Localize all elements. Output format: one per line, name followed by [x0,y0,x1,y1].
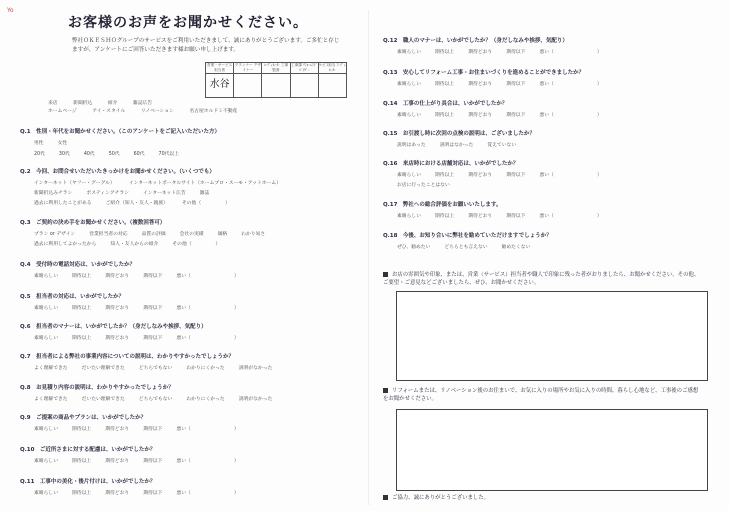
thanks-text: ご協力、誠にありがとうございました。 [383,494,489,502]
question-block: Q.12 職人のマナーは、いかがでしたか？（身だしなみや挨拶、気配り） 素晴らしい 期待以上 期待どおり 期待以下 悪い（ ） [383,38,602,55]
source-checkboxes [48,100,288,116]
source-option[interactable]: 来店 [48,101,58,106]
stamp-header: 工事課 ﾘﾌｫｰﾑｱﾄﾞﾊﾞｲｻﾞｰ [291,63,318,72]
question-block: Q.7 担当者による弊社の事業内容についての説明は、わかりやすかったでしょうか？ よく理解できた だいたい理解できた どちらでもない わかりにくかった 説明がなかった [20,354,273,371]
question-block: Q.9 ご提案の商品やプランは、いかがでしたか？ 素晴らしい 期待以上 期待どおり 期待以下 悪い（ ） [20,415,239,432]
question-block [20,127,220,157]
question-block: Q.10 ご近所さまに対する配慮は、いかがでしたか？ 素晴らしい 期待以上 期待どおり 期待以下 悪い（ ） [20,447,239,464]
page-title: お客様のお声をお聞かせください。 [68,15,308,31]
bullet-square-icon [383,495,388,500]
stamp-header: プランナー デザイナー [234,63,261,72]
comment-box-2[interactable] [396,409,708,491]
source-option[interactable]: 紹介 [107,101,118,106]
question-text: Q.3 ご契約の決め手をお聞かせください。（複数回答可） [20,220,166,226]
source-option[interactable]: 雑誌広告 [133,101,153,106]
question-block: Q.5 担当者の対応は、いかがでしたか？ 素晴らしい 期待以上 期待どおり 期待以下 悪い（ ） [20,294,239,311]
question-block: Q.16 来店時における店舗対応は、いかがでしたか？ 素晴らしい 期待以上 期待どおり 期待以下 悪い（ ） お店に行ったことはない [383,161,602,188]
comment-prompt-2: リフォームまたは、リノベーション後のお住まいで、お気に入りの場所やお気に入りの時間、暮らし心地など、工事後のご感想をお聞かせください。 [383,388,699,402]
source-option[interactable]: 名古屋ホルドミ不動産 [189,109,238,114]
question-block: Q.15 お引渡し時に次回の点検の説明は、ございましたか？ 説明はあった 説明はなかった 覚えていない [383,131,535,148]
source-option[interactable]: リノベーション [140,109,174,114]
question-text: Q.2 今回、お問合せいただいたきっかけをお聞かせください。（いくつでも） [20,169,215,175]
question-text: Q.1 性別・年代をお聞かせください。（このアンケートをご記入いただいた方） [20,129,221,135]
question-block: Q.8 お見積り内容の説明は、わかりやすかったでしょうか？ よく理解できた だいたい理解できた どちらでもない わかりにくかった 説明がなかった [20,385,273,402]
question-block: Q.14 工事の仕上がり具合は、いかがでしたか？ 素晴らしい 期待以上 期待どおり 期待以下 悪い（ ） [383,101,602,118]
source-option[interactable]: アイ・スタイル [92,109,126,114]
question-block: Q.17 弊社への総合評価をお願いいたします。 素晴らしい 期待以上 期待どおり 期待以下 悪い（ ） [383,202,602,219]
staff-stamp-table [205,62,347,98]
question-block: Q.13 安心してリフォーム工事・お住まいづくりを進めることができましたか？ 素晴らしい 期待以上 期待どおり 期待以下 悪い（ ） [383,70,602,87]
question-block: Q.2 今回、お問合せいただいたきっかけをお聞かせください。（いくつでも） インターネット（ヤフー・グーグル） インターネットポータルサイト（ホームプロ・スーモ・アットホーム） 新聞折込みチラシ ポスティングチラシ インターネット広告 雑誌 過去に利用したことがある ご紹介（知人・友人・親族） その他（ ） [20,167,295,206]
stamp-filled-name: 水谷 [209,79,230,90]
stamp-header: 営業・サービス担当者 [207,63,233,72]
answer-options: 男性 女性 [34,141,68,146]
question-block: Q.11 工事中の美化・後片付けは、いかがでしたか？ 素晴らしい 期待以上 期待どおり 期待以下 悪い（ ） [20,479,239,496]
question-block: Q.4 受付時の電話対応は、いかがでしたか？ 素晴らしい 期待以上 期待どおり 期待以下 悪い（ ） [20,262,239,279]
source-option[interactable]: 新聞折込 [73,101,93,106]
bullet-square-icon [383,388,388,393]
question-block: Q.18 今後、お知り合いに弊社を勧めていただけますでしょうか？ ぜひ、勧めたい どちらとも言えない 勧めたくない [383,233,552,250]
answer-options: 20代 30代 40代 50代 60代 70代以上 [34,152,180,157]
column-divider [368,10,369,505]
corner-mark: Yo [7,7,14,14]
source-option[interactable]: ホームページ [48,109,77,114]
bullet-square-icon [383,272,388,277]
comment-prompt-1: お店の雰囲気や印象、または、営業（サービス）担当者や職人で印象に残った者がおりましたら、お聞かせください。その他、ご要望・ご意見などございましたら、ぜひ、お聞かせください。 [383,272,700,286]
stamp-header: ｺｰﾃﾞｨﾈｰﾀｰ 工事監督 [263,63,289,72]
stamp-header: ｻｰﾋﾞｽ担当 ﾌｰﾃﾞｨﾈｰﾀｰ [319,63,346,72]
question-block: Q.3 ご契約の決め手をお聞かせください。（複数回答可） プラン or デザイン 営業担当者の対応 品質の評価 会社の実績 価格 わかり易さ 過去に利用してよかったから 知人・友人からの紹介 その他（ ） [20,218,279,247]
question-block: Q.6 担当者のマナーは、いかがでしたか？（身だしなみや挨拶、気配り） 素晴らしい 期待以上 期待どおり 期待以下 悪い（ ） [20,324,239,341]
comment-box-1[interactable] [396,291,708,381]
intro-text: 弊社ＯＫＥＳＨＯグループのサービスをご利用いただきまして、誠にありがとうございます。ご多忙と存じますが、アンケートにご回答いただきます様お願い申し上げます。 [72,38,340,53]
